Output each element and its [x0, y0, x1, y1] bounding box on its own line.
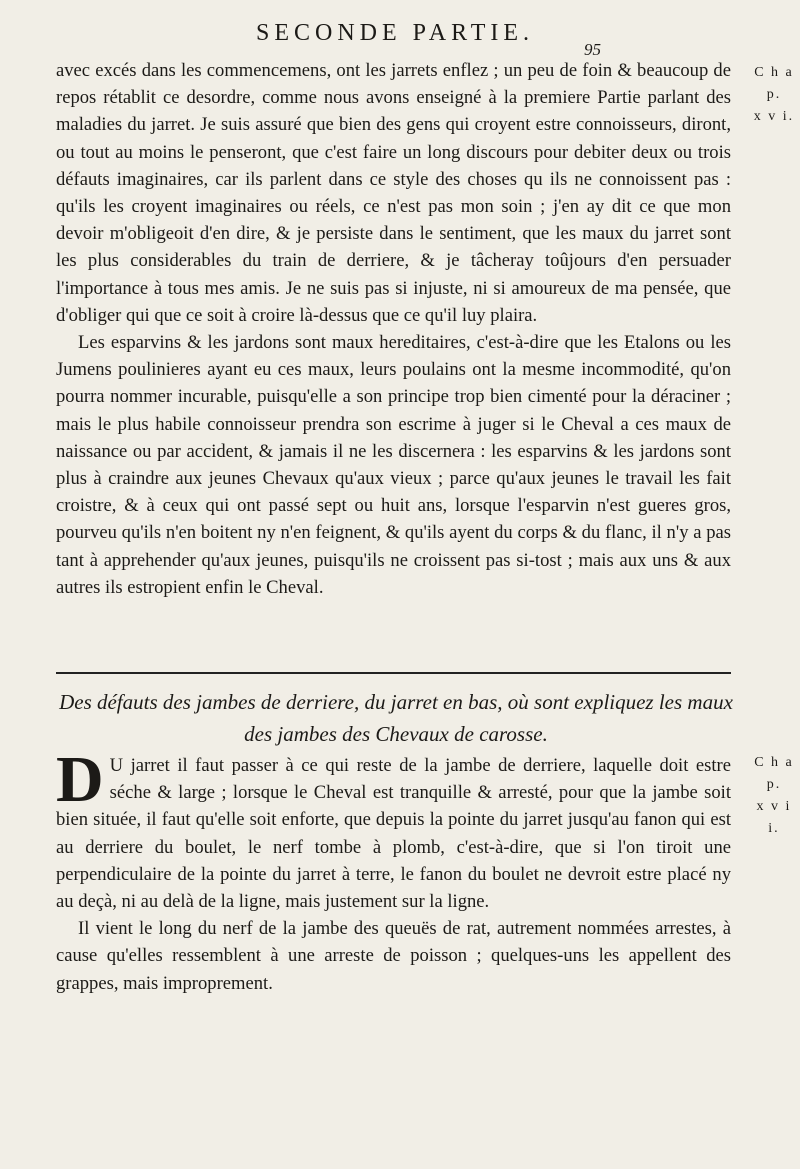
- drop-cap: D: [56, 743, 104, 816]
- chapter-body: [56, 743, 731, 997]
- margin-note-chapter-16: [752, 62, 796, 128]
- margin-note-number: x v i.: [753, 109, 795, 124]
- margin-note-chapter-17: [752, 752, 796, 840]
- margin-note-label: C h a p.: [754, 65, 794, 102]
- running-head: SECONDE PARTIE.: [255, 20, 535, 46]
- page-number: 95: [584, 40, 601, 59]
- margin-note-number: x v i i.: [756, 799, 792, 836]
- paragraph: avec excés dans les commencemens, ont les jarrets enflez ; un peu de foin & beaucoup de repos rétablit ce desordre, comme nous avons enseigné à la premiere Partie parlant des maladies du jarret. Je suis assuré que bien des gens qui croyent estre connoisseurs, diront, ou tout au moins le penseront, que c'est faire un long discours pour debiter deux ou trois défauts imaginaires, car ils parlent dans ce style des choses qu ils ne connoissent pas : qu'ils les croyent imaginaires ou réels, ce n'est pas mon soin ; j'en ay dit ce que mon devoir m'obligeoit d'en dire, & je persiste dans le sentiment, que les maux du jarret sont les plus considerables du train de derriere, & je tâcheray toûjours d'en persuader l'importance à tous mes amis. Je ne suis pas si injuste, ni si amoureux de ma pensée, que d'obliger qui que ce soit à croire là-dessus que ce qu'il luy plaira.: [56, 60, 731, 326]
- section-continuation: [56, 57, 731, 601]
- margin-note-label: C h a p.: [754, 755, 794, 792]
- paragraph-text: U jarret il faut passer à ce qui reste de la jambe de derriere, laquelle doit estre séche & large ; lorsque le Cheval est tranquille & arresté, pour que la jambe soit bien située, il faut qu'elle soit enforte, que depuis la pointe du jarret jusqu'au fanon qui est au derriere du boulet, le nerf tombe à plomb, c'est-à-dire, que si l'on tiroit une perpendiculaire de la pointe du jarret à terre, le fanon du boulet ne devroit estre placé ny au deçà, ni au delà de la ligne, mais justement sur la ligne.: [56, 755, 731, 913]
- section-heading: Des défauts des jambes de derriere, du jarret en bas, où sont expliquez les maux des jambes des Chevaux de carosse.: [59, 690, 733, 746]
- paragraph: [56, 743, 731, 915]
- paragraph: Il vient le long du nerf de la jambe des queuës de rat, autrement nommées arrestes, à cause qu'elles ressemblent à une arreste de poisson ; quelques-uns les appellent des grappes, mais improprement.: [56, 918, 731, 994]
- paragraph: Les esparvins & les jardons sont maux hereditaires, c'est-à-dire que les Etalons ou les Jumens poulinieres ayant eu ces maux, leurs poulains ont la mesme incommodité, qu'on pourra nommer incurable, puisqu'elle a son principe trop bien cimenté pour la déraciner ; mais le plus habile connoisseur prendra son escrime à juger si le Cheval a ces maux de naissance ou par accident, & jamais il ne les discernera : les esparvins & les jardons sont plus à craindre aux jeunes Chevaux qu'aux vieux ; parce qu'aux jeunes le travail les fait croistre, & à ceux qui ont passé sept ou huit ans, lorsque l'esparvin n'est gueres gros, pourveu qu'ils n'en boitent ny n'en feignent, & qu'ils ayent du corps & du flanc, il n'y a pas tant à apprehender qu'aux jeunes, puisqu'ils ne croissent pas si-tost ; mais aux uns & aux autres ils estropient enfin le Cheval.: [56, 332, 731, 598]
- section-divider: [56, 672, 731, 674]
